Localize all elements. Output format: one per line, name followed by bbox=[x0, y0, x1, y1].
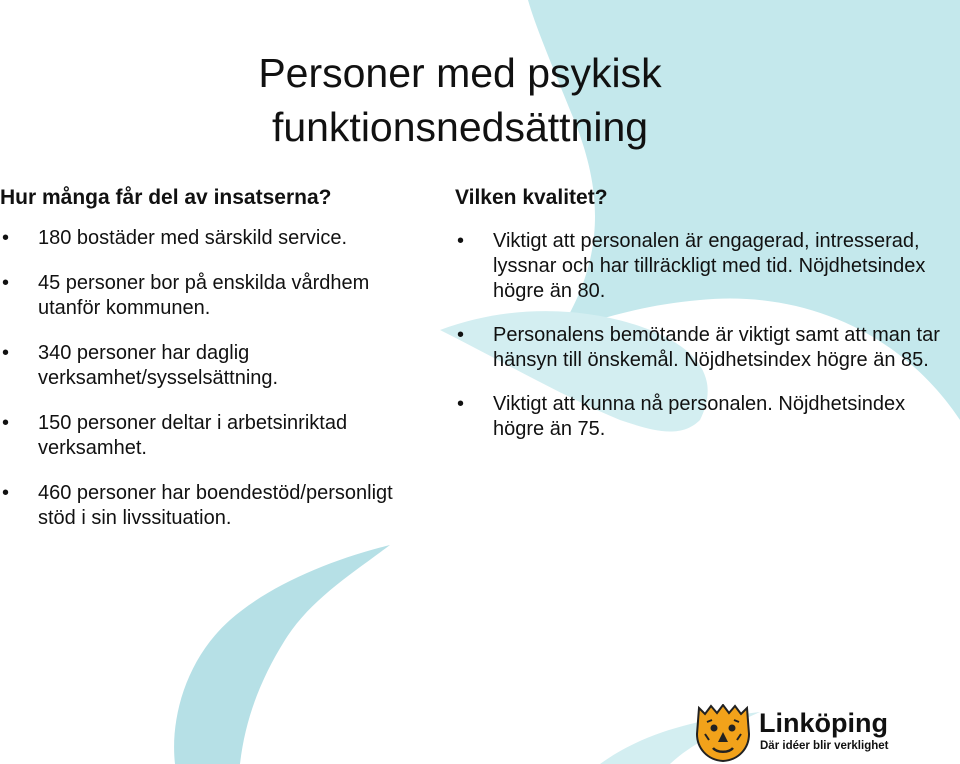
list-item: • Viktigt att personalen är engagerad, intresserad, lyssnar och har tillräckligt med tid. Nöjdhetsindex högre än 80. bbox=[455, 229, 945, 304]
list-item: • 150 personer deltar i arbetsinriktad verksamhet. bbox=[0, 411, 400, 461]
logo-name: Linköping bbox=[759, 708, 888, 738]
list-item: • 180 bostäder med särskild service. bbox=[0, 226, 400, 251]
list-item: • 460 personer har boendestöd/personligt stöd i sin livssituation. bbox=[0, 481, 400, 531]
linkoping-logo bbox=[693, 704, 955, 762]
title-line-2: funktionsnedsättning bbox=[271, 104, 649, 150]
right-column-heading: Vilken kvalitet? bbox=[455, 186, 608, 209]
list-item: • 340 personer har daglig verksamhet/sysselsättning. bbox=[0, 341, 400, 391]
list-item: • 45 personer bor på enskilda vårdhem utanför kommunen. bbox=[0, 271, 400, 321]
title-line-1: Personer med psykisk bbox=[258, 50, 662, 96]
list-item: • Viktigt att kunna nå personalen. Nöjdhetsindex högre än 75. bbox=[455, 392, 945, 442]
logo-tagline: Där idéer blir verklighet bbox=[760, 740, 889, 752]
lion-head-icon bbox=[693, 704, 753, 762]
right-bullet-list bbox=[455, 229, 945, 461]
left-bullet-list bbox=[0, 226, 400, 551]
page-title bbox=[210, 46, 710, 154]
list-item: • Personalens bemötande är viktigt samt att man tar hänsyn till önskemål. Nöjdhetsindex högre än 85. bbox=[455, 323, 945, 373]
left-column-heading: Hur många får del av insatserna? bbox=[0, 186, 332, 209]
